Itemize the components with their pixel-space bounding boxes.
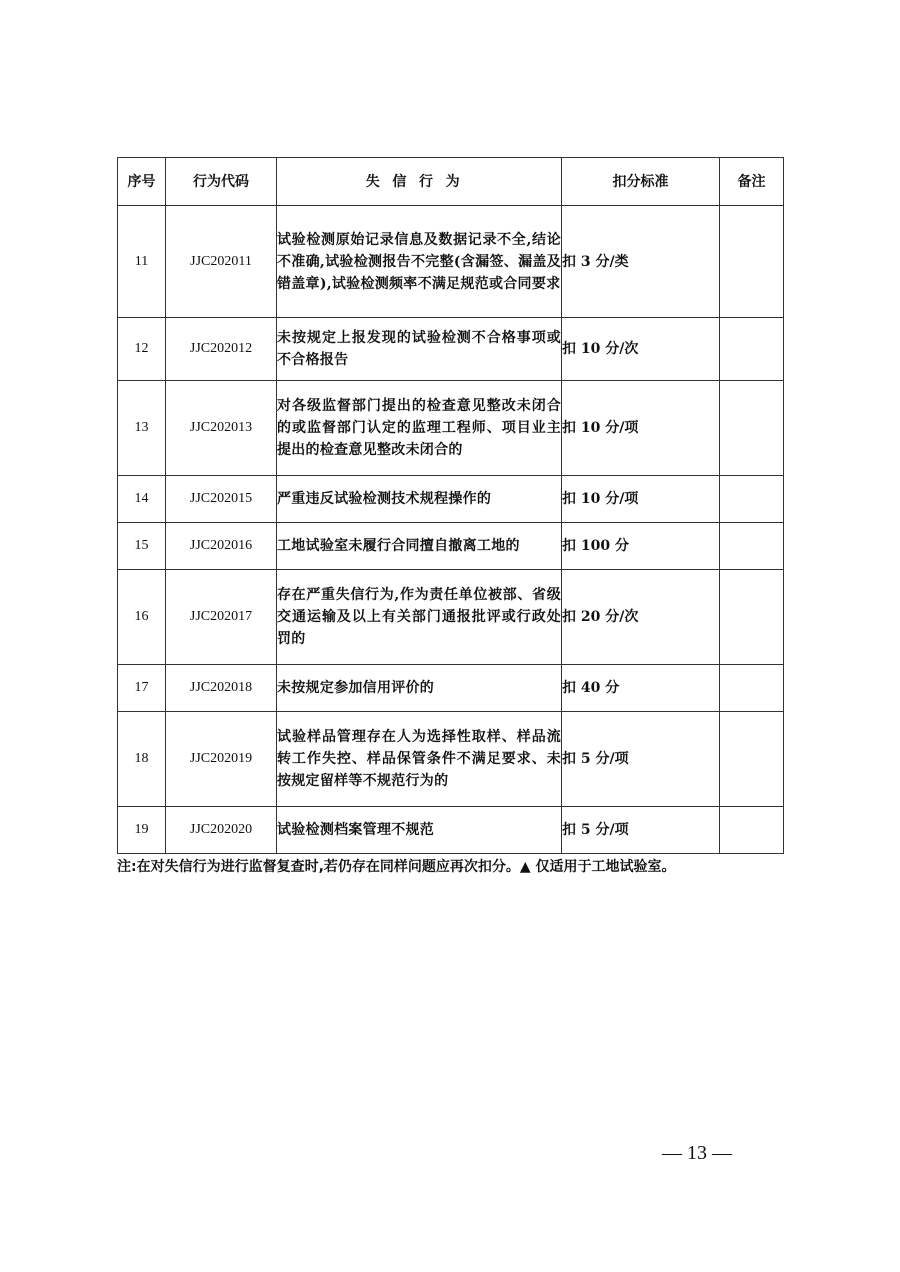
row-penalty: 扣 10 分/次	[562, 318, 720, 381]
row-code: JJC202019	[166, 712, 277, 807]
row-desc: 试验检测原始记录信息及数据记录不全,结论不准确,试验检测报告不完整(含漏签、漏盖及错盖章),试验检测频率不满足规范或合同要求	[277, 206, 562, 318]
table-row	[118, 570, 784, 665]
row-code: JJC202017	[166, 570, 277, 665]
row-desc: 试验检测档案管理不规范	[277, 807, 562, 854]
row-penalty: 扣 100 分	[562, 523, 720, 570]
header-penalty: 扣分标准	[562, 158, 720, 206]
credit-deduction-table	[117, 157, 784, 854]
row-code: JJC202016	[166, 523, 277, 570]
row-no: 17	[118, 665, 166, 712]
row-remark	[720, 807, 784, 854]
row-penalty: 扣 5 分/项	[562, 807, 720, 854]
header-no: 序号	[118, 158, 166, 206]
row-remark	[720, 712, 784, 807]
table-row	[118, 206, 784, 318]
row-desc: 工地试验室未履行合同擅自撤离工地的	[277, 523, 562, 570]
row-penalty: 扣 10 分/项	[562, 381, 720, 476]
table-row	[118, 523, 784, 570]
row-desc: 对各级监督部门提出的检查意见整改未闭合的或监督部门认定的监理工程师、项目业主提出的检查意见整改未闭合的	[277, 381, 562, 476]
row-no: 16	[118, 570, 166, 665]
page-number: — 13 —	[662, 1142, 732, 1164]
header-remark: 备注	[720, 158, 784, 206]
table-row	[118, 665, 784, 712]
row-no: 18	[118, 712, 166, 807]
row-code: JJC202018	[166, 665, 277, 712]
table-header-row	[118, 158, 784, 206]
row-no: 14	[118, 476, 166, 523]
row-desc: 存在严重失信行为,作为责任单位被部、省级交通运输及以上有关部门通报批评或行政处罚的	[277, 570, 562, 665]
row-no: 15	[118, 523, 166, 570]
row-remark	[720, 570, 784, 665]
table-row	[118, 712, 784, 807]
row-code: JJC202011	[166, 206, 277, 318]
row-penalty: 扣 20 分/次	[562, 570, 720, 665]
row-remark	[720, 206, 784, 318]
table-row	[118, 807, 784, 854]
row-penalty: 扣 10 分/项	[562, 476, 720, 523]
row-remark	[720, 476, 784, 523]
table-footnote: 注:在对失信行为进行监督复查时,若仍存在同样问题应再次扣分。▲ 仅适用于工地试验室。	[117, 859, 676, 875]
table-row	[118, 318, 784, 381]
row-no: 19	[118, 807, 166, 854]
row-no: 12	[118, 318, 166, 381]
row-desc: 未按规定上报发现的试验检测不合格事项或不合格报告	[277, 318, 562, 381]
row-no: 13	[118, 381, 166, 476]
header-code: 行为代码	[166, 158, 277, 206]
row-code: JJC202012	[166, 318, 277, 381]
row-no: 11	[118, 206, 166, 318]
row-remark	[720, 523, 784, 570]
row-penalty: 扣 3 分/类	[562, 206, 720, 318]
row-code: JJC202020	[166, 807, 277, 854]
row-desc: 未按规定参加信用评价的	[277, 665, 562, 712]
row-remark	[720, 381, 784, 476]
table-row	[118, 476, 784, 523]
row-code: JJC202013	[166, 381, 277, 476]
row-remark	[720, 318, 784, 381]
row-remark	[720, 665, 784, 712]
row-desc: 严重违反试验检测技术规程操作的	[277, 476, 562, 523]
row-penalty: 扣 40 分	[562, 665, 720, 712]
row-desc: 试验样品管理存在人为选择性取样、样品流转工作失控、样品保管条件不满足要求、未按规定留样等不规范行为的	[277, 712, 562, 807]
table-row	[118, 381, 784, 476]
row-penalty: 扣 5 分/项	[562, 712, 720, 807]
header-desc: 失信行为	[277, 158, 562, 206]
row-code: JJC202015	[166, 476, 277, 523]
